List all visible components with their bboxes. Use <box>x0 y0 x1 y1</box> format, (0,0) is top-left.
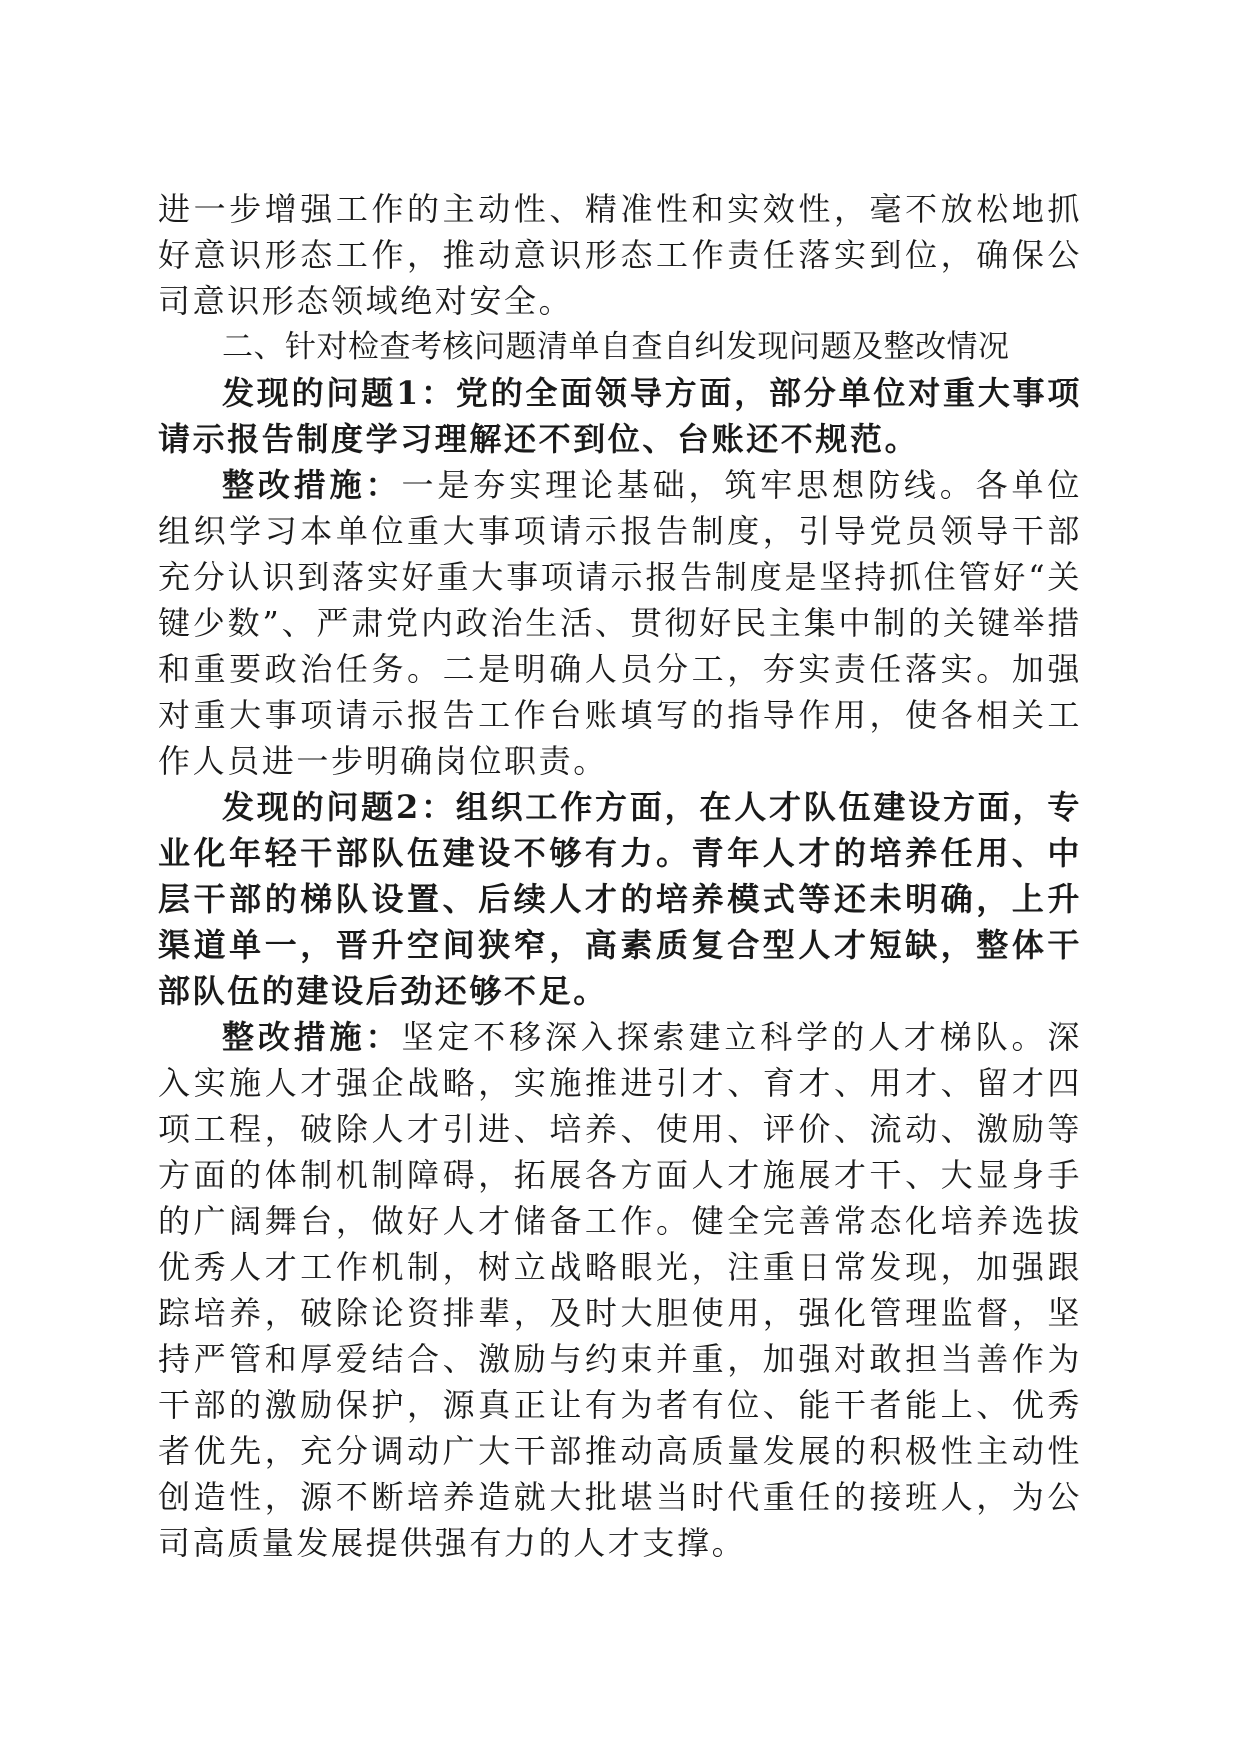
issue-2: 发现的问题2：组织工作方面，在人才队伍建设方面，专业化年轻干部队伍建设不够有力。青年人才的培养任用、中层干部的梯队设置、后续人才的培养模式等还未明确，上升渠道单一，晋升空间狭窄，高素质复合型人才短缺，整体干部队伍的建设后劲还够不足。 <box>158 788 1082 1010</box>
measure-1-text: 一是夯实理论基础，筑牢思想防线。各单位组织学习本单位重大事项请示报告制度，引导党员领导干部充分认识到落实好重大事项请示报告制度是坚持抓住管好“关键少数”、严肃党内政治生活、贯彻好民主集中制的关键举措和重要政治任务。二是明确人员分工，夯实责任落实。加强对重大事项请示报告工作台账填写的指导作用，使各相关工作人员进一步明确岗位职责。 <box>158 466 1082 780</box>
issue-1: 发现的问题1：党的全面领导方面，部分单位对重大事项请示报告制度学习理解还不到位、台账还不规范。 <box>158 374 1082 458</box>
measure-2-label: 整改措施： <box>222 1018 402 1056</box>
document-page <box>158 186 1082 1566</box>
measure-2-text: 坚定不移深入探索建立科学的人才梯队。深入实施人才强企战略，实施推进引才、育才、用才、留才四项工程，破除人才引进、培养、使用、评价、流动、激励等方面的体制机制障碍，拓展各方面人才施展才干、大显身手的广阔舞台，做好人才储备工作。健全完善常态化培养选拔优秀人才工作机制，树立战略眼光，注重日常发现，加强跟踪培养，破除论资排辈，及时大胆使用，强化管理监督，坚持严管和厚爱结合、激励与约束并重，加强对敢担当善作为干部的激励保护，源真正让有为者有位、能干者能上、优秀者优先，充分调动广大干部推动高质量发展的积极性主动性创造性，源不断培养造就大批堪当时代重任的接班人，为公司高质量发展提供强有力的人才支撑。 <box>158 1018 1082 1562</box>
measure-2 <box>158 1014 1082 1566</box>
paragraph-intro: 进一步增强工作的主动性、精准性和实效性，毫不放松地抓好意识形态工作，推动意识形态工作责任落实到位，确保公司意识形态领域绝对安全。 <box>158 190 1082 320</box>
section-heading-2: 二、针对检查考核问题清单自查自纠发现问题及整改情况 <box>222 329 1010 365</box>
measure-1 <box>158 462 1082 784</box>
measure-1-label: 整改措施： <box>222 466 402 504</box>
